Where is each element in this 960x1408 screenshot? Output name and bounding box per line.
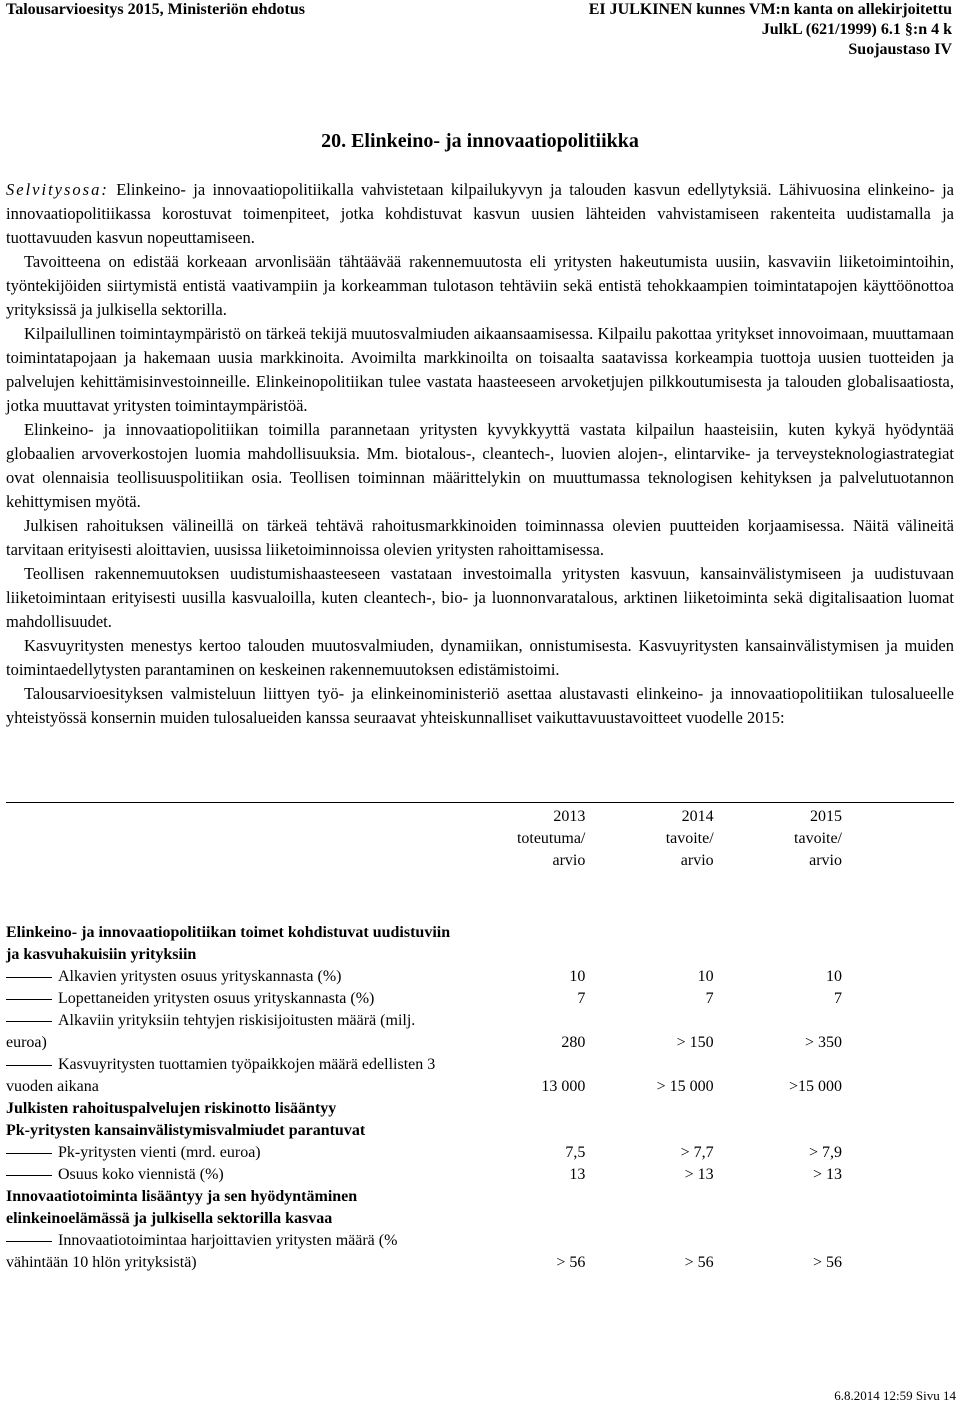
value-2014: > 7,7 bbox=[680, 1144, 714, 1161]
row-label: Innovaatiotoimintaa harjoittavien yritysten määrä (% vähintään 10 hlön yrityksistä) bbox=[6, 1232, 398, 1271]
value-2013: 7,5 bbox=[565, 1144, 586, 1161]
value-2013: 10 bbox=[569, 968, 586, 985]
table-header-blank bbox=[6, 806, 457, 922]
column-subtitle: toteutuma/ bbox=[516, 830, 586, 847]
column-subtitle: tavoite/ bbox=[794, 830, 842, 847]
dash-bullet bbox=[6, 1153, 52, 1154]
category-label: Elinkeino- ja innovaatiopolitiikan toimet kohdistuvat uudistuviin ja kasvuhakuisiin yrityksiin bbox=[6, 924, 451, 963]
impact-targets-table bbox=[6, 806, 842, 1274]
body-text bbox=[6, 178, 954, 730]
column-year: 2013 bbox=[553, 808, 586, 825]
dash-bullet bbox=[6, 1021, 52, 1022]
paragraph-capabilities: Elinkeino- ja innovaatiopolitiikan toimilla parannetaan yritysten kyvykkyyttä vastata kilpailun haasteisiin, kuten kykyä hyödyntää globaalien arvoverkostojen luomia mahdollisuuksia. Mm. biotalous-, cleantech-, luovien alojen-, elintarvike- ja terveysteknologiastrategiat ovat olennaisia teollisuuspolitiikan osia. Teollisen toiminnan määrittelykin on muuttumassa teknologisen kehityksen ja palvelutuotannon kehittymisen myötä. bbox=[6, 420, 954, 511]
value-2014: 7 bbox=[705, 990, 714, 1007]
dash-bullet bbox=[6, 1175, 52, 1176]
category-label: Julkisten rahoituspalvelujen riskinotto lisääntyy bbox=[6, 1100, 337, 1117]
dash-bullet bbox=[6, 977, 52, 978]
row-label: Pk-yritysten vienti (mrd. euroa) bbox=[58, 1144, 261, 1161]
paragraph-intro bbox=[6, 178, 954, 250]
value-2013: 280 bbox=[561, 1034, 586, 1051]
paragraph-targets-intro: Talousarvioesityksen valmisteluun liittyen työ- ja elinkeinoministeriö asettaa alustavasti elinkeino- ja innovaatiopolitiikan tulosalueelle yhteistyössä konsernin muiden tulosalueiden kanssa seuraavat yhteiskunnalliset vaikuttavuustavoitteet vuodelle 2015: bbox=[6, 684, 954, 727]
dash-bullet bbox=[6, 1241, 52, 1242]
paragraph-goal: Tavoitteena on edistää korkeaan arvonlisään tähtäävää rakennemuutosta eli yritysten hakeutumista uusiin, kasvaviin liiketoimintoihin, työntekijöiden siirtymistä entistä vaativampiin ja korkeamman tulotason tehtäviin sekä entistä tehokkaampien toimintatapojen käyttöönottoa yrityksissä ja julkisella sektorilla. bbox=[6, 252, 954, 319]
table-row bbox=[6, 1230, 842, 1274]
value-2013: 13 bbox=[569, 1166, 586, 1183]
value-2015: > 13 bbox=[812, 1166, 842, 1183]
value-2014: 10 bbox=[697, 968, 714, 985]
table-row bbox=[6, 966, 842, 988]
column-header-2014 bbox=[585, 806, 713, 922]
table-header-row bbox=[6, 806, 842, 922]
paragraph-competition: Kilpailullinen toimintaympäristö on tärkeä tekijä muutosvalmiuden aikaansaamisessa. Kilpailu pakottaa yritykset innovoimaan, muuttamaan toimintatapojaan ja hakemaan uusia markkinoita. Avoimilta markkinoilta on toisaalta saatavissa korkeampia tuottoja uusien tuotteiden ja palvelujen kehittämisinvestoinneille. Elinkeinopolitiikan tulee vastata haasteeseen arvoketjujen pilkkoutumisesta ja talouden globalisaatiosta, jotka muuttavat yritysten toimintaympäristöä. bbox=[6, 324, 954, 415]
value-2015: 7 bbox=[834, 990, 842, 1007]
table-row bbox=[6, 1164, 842, 1186]
value-2015: > 56 bbox=[812, 1254, 842, 1271]
column-subtitle: tavoite/ bbox=[665, 830, 714, 847]
table-row bbox=[6, 1142, 842, 1164]
value-2014: > 15 000 bbox=[656, 1078, 714, 1095]
row-label: Alkavien yritysten osuus yrityskannasta (%) bbox=[58, 968, 342, 985]
category-label: Pk-yritysten kansainvälistymisvalmiudet parantuvat bbox=[6, 1122, 366, 1139]
row-label: Kasvuyritysten tuottamien työpaikkojen määrä edellisten 3 vuoden aikana bbox=[6, 1056, 436, 1095]
value-2015: >15 000 bbox=[788, 1078, 842, 1095]
value-2013: 13 000 bbox=[541, 1078, 586, 1095]
category-row bbox=[6, 1186, 842, 1230]
table-row bbox=[6, 988, 842, 1010]
paragraph-growth-companies: Kasvuyritysten menestys kertoo talouden muutosvalmiuden, dynamiikan, onnistumisesta. Kasvuyritysten kansainvälistymisen ja muiden toimintaedellytysten parantaminen on keskeinen rakennemuutoksen edistämistoimi. bbox=[6, 636, 954, 679]
value-2014: > 150 bbox=[676, 1034, 714, 1051]
header-security-level-line: Suojaustaso IV bbox=[848, 41, 952, 58]
value-2015: > 7,9 bbox=[808, 1144, 842, 1161]
category-label: Innovaatiotoiminta lisääntyy ja sen hyödyntäminen elinkeinoelämässä ja julkisella sektorilla kasvaa bbox=[6, 1188, 358, 1227]
selvitysosa-label: Selvitysosa: bbox=[6, 180, 109, 199]
footer-timestamp-page: 6.8.2014 12:59 Sivu 14 bbox=[834, 1388, 956, 1403]
value-2014: > 56 bbox=[684, 1254, 714, 1271]
document-header-left: Talousarvioesitys 2015, Ministeriön ehdotus bbox=[6, 1, 305, 18]
dash-bullet bbox=[6, 1065, 52, 1066]
column-subtitle: arvio bbox=[552, 852, 586, 869]
document-header-right bbox=[589, 0, 952, 60]
category-row bbox=[6, 1120, 842, 1142]
paragraph-public-financing: Julkisen rahoituksen välineillä on tärkeä tehtävä rahoitusmarkkinoiden toiminnassa olevien puutteiden korjaamisessa. Näitä välineitä tarvitaan erityisesti aloittavien, uusissa liiketoiminnoissa olevien yritysten rahoittamisessa. bbox=[6, 516, 954, 559]
value-2014: > 13 bbox=[684, 1166, 714, 1183]
column-header-2015 bbox=[714, 806, 842, 922]
category-row bbox=[6, 1098, 842, 1120]
section-title: 20. Elinkeino- ja innovaatiopolitiikka bbox=[321, 130, 639, 152]
row-label: Lopettaneiden yritysten osuus yrityskannasta (%) bbox=[58, 990, 375, 1007]
table-row bbox=[6, 1010, 842, 1054]
dash-bullet bbox=[6, 999, 52, 1000]
table-row bbox=[6, 1054, 842, 1098]
column-year: 2015 bbox=[810, 808, 842, 825]
paragraph-intro-text: Elinkeino- ja innovaatiopolitiikalla vahvistetaan kilpailukyvyn ja talouden kasvun edellytyksiä. Lähivuosina elinkeino- ja innovaatiopolitiikassa korostuvat toimenpiteet, jotka kohdistuvat kasvun uusien lähteiden vahvistamiseen rakenteita uudistamalla ja tuottavuuden kasvun nopeuttamiseen. bbox=[6, 180, 954, 247]
row-label: Osuus koko viennistä (%) bbox=[58, 1166, 224, 1183]
column-subtitle: arvio bbox=[680, 852, 714, 869]
column-subtitle: arvio bbox=[809, 852, 842, 869]
value-2013: > 56 bbox=[556, 1254, 586, 1271]
paragraph-structural-change: Teollisen rakennemuutoksen uudistumishaasteeseen vastataan investoimalla yritysten kasvuun, kansainvälistymiseen ja uudistuvaan liiketoimintaan erityisesti uusilla kasvualoilla, kuten cleantech-, bio- ja luonnonvaratalous, arktinen liiketoiminta sekä digitalisaation luomat mahdollisuudet. bbox=[6, 564, 954, 631]
row-label: Alkaviin yrityksiin tehtyjen riskisijoitusten määrä (milj. euroa) bbox=[6, 1012, 416, 1051]
value-2015: 10 bbox=[826, 968, 842, 985]
header-law-reference-line: JulkL (621/1999) 6.1 §:n 4 k bbox=[761, 21, 952, 38]
value-2015: > 350 bbox=[804, 1034, 842, 1051]
column-header-2013 bbox=[457, 806, 585, 922]
column-year: 2014 bbox=[681, 808, 714, 825]
table-top-rule bbox=[6, 802, 954, 803]
value-2013: 7 bbox=[577, 990, 586, 1007]
category-row bbox=[6, 922, 842, 966]
header-confidentiality-line: EI JULKINEN kunnes VM:n kanta on allekirjoitettu bbox=[588, 1, 952, 18]
